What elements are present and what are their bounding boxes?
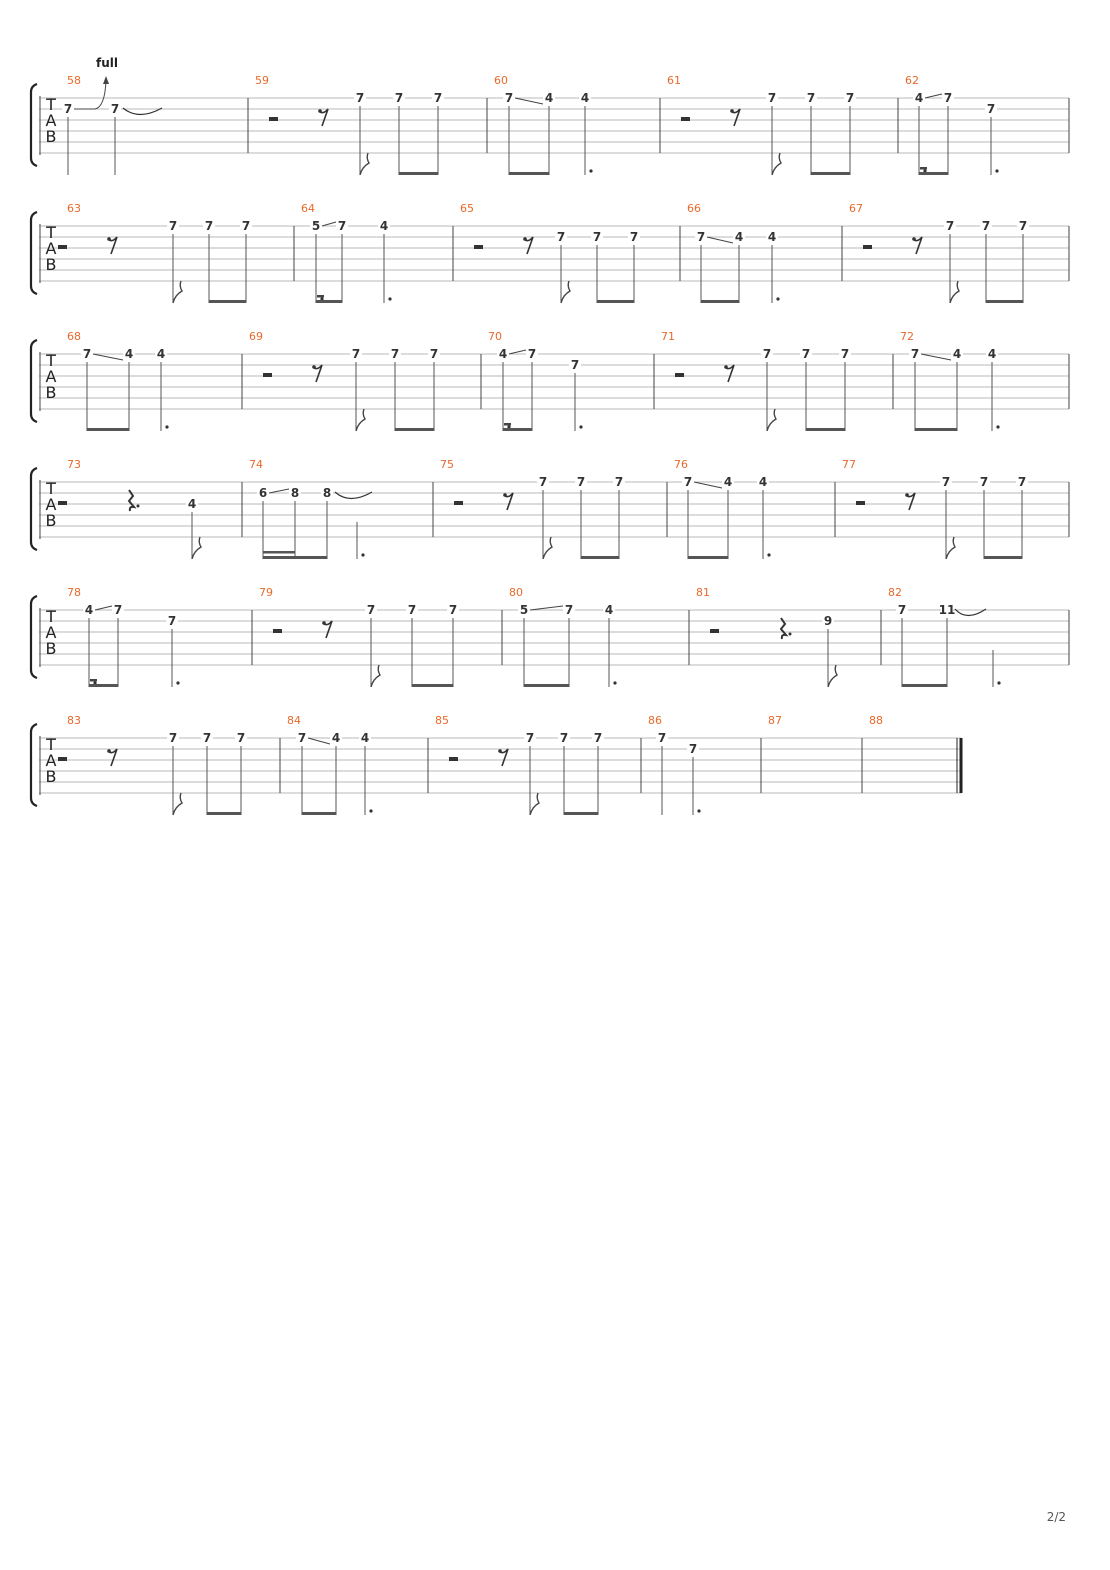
fret-number: 7: [168, 731, 178, 745]
fret-number: 7: [433, 91, 443, 105]
fret-number: 7: [355, 91, 365, 105]
fret-number: 7: [504, 91, 514, 105]
tab-clef-letter: A: [45, 751, 57, 770]
measure-number: 60: [494, 74, 508, 87]
eighth-flag: [173, 281, 182, 303]
measure: [259, 586, 459, 687]
beam: [581, 556, 619, 559]
tab-system: [31, 714, 961, 815]
fret-number: 7: [696, 230, 706, 244]
fret-number: 7: [576, 475, 586, 489]
eighth-flag: [356, 409, 365, 431]
rhythm-dot: [997, 681, 1000, 684]
half-rest: [263, 373, 272, 377]
rhythm-dot: [776, 297, 779, 300]
measure: [667, 74, 856, 175]
fret-number: 7: [629, 230, 639, 244]
measure: [249, 330, 440, 431]
measure-number: 80: [509, 586, 523, 599]
fret-number: 7: [943, 91, 953, 105]
fret-number: 4: [604, 603, 614, 617]
measure-number: 75: [440, 458, 454, 471]
measure-number: 77: [842, 458, 856, 471]
eighth-rest-head: [523, 237, 527, 241]
grace-beam: [920, 167, 927, 170]
measure: [869, 714, 883, 727]
system-bracket: [31, 340, 37, 422]
eighth-flag: [561, 281, 570, 303]
fret-number: 7: [806, 91, 816, 105]
fret-number: 7: [941, 475, 951, 489]
half-rest: [474, 245, 483, 249]
measure: [67, 330, 169, 431]
fret-number: 7: [614, 475, 624, 489]
fret-number: 7: [82, 347, 92, 361]
eighth-rest-head: [498, 749, 502, 753]
eighth-rest-head: [107, 237, 111, 241]
measure: [249, 458, 372, 559]
measure-number: 68: [67, 330, 81, 343]
half-rest: [863, 245, 872, 249]
fret-number: 7: [657, 731, 667, 745]
fret-number: 8: [322, 486, 332, 500]
fret-number: 7: [897, 603, 907, 617]
fret-number: 7: [559, 731, 569, 745]
tab-clef-letter: T: [46, 95, 56, 114]
measure: [661, 330, 851, 431]
fret-number: 7: [593, 731, 603, 745]
measure-number: 63: [67, 202, 81, 215]
measure: [440, 458, 625, 559]
measure-number: 73: [67, 458, 81, 471]
slide-line: [694, 482, 722, 488]
half-rest: [58, 245, 67, 249]
measure: [255, 74, 444, 175]
fret-number: 11: [938, 603, 956, 617]
fret-number: 7: [527, 347, 537, 361]
measure-number: 64: [301, 202, 315, 215]
fret-number: 7: [570, 358, 580, 372]
beam: [915, 428, 957, 431]
measure: [58, 202, 252, 303]
measure: [435, 714, 604, 815]
fret-number: 7: [910, 347, 920, 361]
beam: [395, 428, 434, 431]
slide-line: [515, 98, 543, 104]
half-rest: [681, 117, 690, 121]
beam: [302, 812, 336, 815]
fret-number: 9: [823, 614, 833, 628]
fret-number: 7: [767, 91, 777, 105]
eighth-rest-head: [503, 493, 507, 497]
fret-number: 7: [337, 219, 347, 233]
rhythm-dot: [165, 425, 168, 428]
half-rest: [710, 629, 719, 633]
measure-number: 65: [460, 202, 474, 215]
beam: [688, 556, 728, 559]
fret-number: 4: [914, 91, 924, 105]
rhythm-dot: [697, 809, 700, 812]
measure-number: 81: [696, 586, 710, 599]
fret-number: 4: [758, 475, 768, 489]
measure: [301, 202, 392, 303]
measure: [687, 202, 780, 303]
measure-number: 85: [435, 714, 449, 727]
fret-number: 6: [258, 486, 268, 500]
eighth-flag: [530, 793, 539, 815]
eighth-rest-head: [905, 493, 909, 497]
eighth-flag: [828, 665, 837, 687]
fret-number: 4: [331, 731, 341, 745]
eighth-flag: [360, 153, 369, 175]
slide-line: [269, 489, 289, 493]
tab-system: [31, 330, 1069, 431]
page-number: 2/2: [1046, 1510, 1066, 1524]
beam: [701, 300, 739, 303]
measure: [648, 714, 701, 815]
fret-number: 4: [544, 91, 554, 105]
fret-number: 7: [986, 102, 996, 116]
beam: [263, 556, 327, 559]
tab-clef-letter: B: [45, 767, 57, 786]
fret-number: 8: [290, 486, 300, 500]
tab-clef-letter: A: [45, 239, 57, 258]
measure-number: 83: [67, 714, 81, 727]
measure-number: 87: [768, 714, 782, 727]
eighth-rest-head: [312, 365, 316, 369]
system-bracket: [31, 84, 37, 166]
measure: [696, 586, 837, 687]
tab-clef-letter: A: [45, 367, 57, 386]
beam: [806, 428, 845, 431]
half-rest: [454, 501, 463, 505]
beam: [509, 172, 549, 175]
beam: [89, 684, 118, 687]
rhythm-dot: [361, 553, 364, 556]
rhythm-dot: [996, 425, 999, 428]
fret-number: 7: [366, 603, 376, 617]
fret-number: 7: [168, 219, 178, 233]
fret-number: 7: [801, 347, 811, 361]
fret-number: 7: [351, 347, 361, 361]
fret-number: 4: [156, 347, 166, 361]
beam: [87, 428, 129, 431]
measure-number: 61: [667, 74, 681, 87]
beam: [524, 684, 569, 687]
measure: [488, 330, 583, 431]
fret-number: 7: [241, 219, 251, 233]
beam: [207, 812, 241, 815]
half-rest: [675, 373, 684, 377]
bend-arrowhead: [103, 76, 109, 84]
rhythm-dot: [388, 297, 391, 300]
tab-clef-letter: A: [45, 111, 57, 130]
grace-beam: [317, 295, 324, 298]
beam: [986, 300, 1023, 303]
fret-number: 4: [987, 347, 997, 361]
eighth-rest-head: [318, 109, 322, 113]
slide-line: [530, 606, 563, 610]
eighth-flag: [772, 153, 781, 175]
sixteenth-beam: [263, 551, 295, 554]
measure: [674, 458, 771, 559]
tab-clef-letter: B: [45, 127, 57, 146]
grace-beam: [504, 423, 511, 426]
fret-number: 7: [525, 731, 535, 745]
rhythm-dot: [579, 425, 582, 428]
fret-number: 7: [407, 603, 417, 617]
tab-system: [31, 586, 1069, 687]
measure-number: 58: [67, 74, 81, 87]
rhythm-dot: [369, 809, 372, 812]
slide-line: [308, 738, 330, 744]
fret-number: 4: [723, 475, 733, 489]
rhythm-dot: [176, 681, 179, 684]
fret-number: 7: [981, 219, 991, 233]
half-rest: [856, 501, 865, 505]
tab-clef-letter: A: [45, 495, 57, 514]
fret-number: 7: [110, 102, 120, 116]
fret-number: 5: [519, 603, 529, 617]
measure: [287, 714, 373, 815]
eighth-rest-head: [322, 621, 326, 625]
fret-number: 7: [204, 219, 214, 233]
rest-dot: [789, 633, 792, 636]
fret-number: 5: [311, 219, 321, 233]
fret-number: 7: [683, 475, 693, 489]
measure: [849, 202, 1029, 303]
measure: [67, 586, 180, 687]
beam: [209, 300, 246, 303]
eighth-flag: [543, 537, 552, 559]
tab-system: [31, 56, 1069, 175]
half-rest: [449, 757, 458, 761]
slide-line: [93, 354, 123, 360]
tab-clef-letter: T: [46, 607, 56, 626]
slide-line: [509, 350, 526, 354]
fret-number: 4: [952, 347, 962, 361]
fret-number: 7: [429, 347, 439, 361]
eighth-rest-head: [107, 749, 111, 753]
measure-number: 79: [259, 586, 273, 599]
eighth-rest-head: [730, 109, 734, 113]
eighth-flag: [371, 665, 380, 687]
fret-number: 7: [592, 230, 602, 244]
tab-clef-letter: T: [46, 223, 56, 242]
slide-line: [322, 222, 336, 226]
fret-number: 7: [945, 219, 955, 233]
beam: [564, 812, 598, 815]
fret-number: 7: [448, 603, 458, 617]
measure: [905, 74, 999, 175]
tab-system: [31, 458, 1069, 559]
slide-line: [95, 606, 112, 610]
fret-number: 4: [360, 731, 370, 745]
half-rest: [269, 117, 278, 121]
beam: [597, 300, 634, 303]
eighth-flag: [192, 537, 201, 559]
tab-clef-letter: B: [45, 255, 57, 274]
fret-number: 7: [840, 347, 850, 361]
measure-number: 88: [869, 714, 883, 727]
fret-number: 4: [734, 230, 744, 244]
beam: [412, 684, 453, 687]
measure: [460, 202, 640, 303]
slide-line: [707, 237, 733, 243]
measure-number: 71: [661, 330, 675, 343]
beam: [399, 172, 438, 175]
rhythm-dot: [589, 169, 592, 172]
eighth-flag: [950, 281, 959, 303]
fret-number: 4: [84, 603, 94, 617]
measure: [509, 586, 617, 687]
measure-number: 76: [674, 458, 688, 471]
half-rest: [58, 757, 67, 761]
half-rest: [58, 501, 67, 505]
measure-number: 72: [900, 330, 914, 343]
tab-clef-letter: B: [45, 639, 57, 658]
slide-line: [925, 94, 942, 98]
measure-number: 74: [249, 458, 263, 471]
tab-clef-letter: B: [45, 511, 57, 530]
rhythm-dot: [767, 553, 770, 556]
rhythm-dot: [995, 169, 998, 172]
tab-clef-letter: T: [46, 351, 56, 370]
measure-number: 62: [905, 74, 919, 87]
measure-number: 78: [67, 586, 81, 599]
fret-number: 7: [202, 731, 212, 745]
beam: [919, 172, 948, 175]
tab-system: [31, 202, 1069, 303]
fret-number: 7: [297, 731, 307, 745]
measure: [768, 714, 782, 727]
system-bracket: [31, 596, 37, 678]
grace-beam: [90, 679, 97, 682]
fret-number: 7: [845, 91, 855, 105]
measure: [842, 458, 1028, 559]
beam: [902, 684, 947, 687]
eighth-flag: [946, 537, 955, 559]
fret-number: 7: [394, 91, 404, 105]
beam: [316, 300, 342, 303]
fret-number: 4: [580, 91, 590, 105]
measure-number: 86: [648, 714, 662, 727]
measure-number: 67: [849, 202, 863, 215]
fret-number: 7: [979, 475, 989, 489]
fret-number: 7: [1017, 475, 1027, 489]
fret-number: 7: [236, 731, 246, 745]
rest-dot: [137, 505, 140, 508]
tab-clef-letter: T: [46, 479, 56, 498]
fret-number: 7: [63, 102, 73, 116]
measure-number: 70: [488, 330, 502, 343]
half-rest: [273, 629, 282, 633]
beam: [503, 428, 532, 431]
fret-number: 7: [762, 347, 772, 361]
measure: [58, 714, 247, 815]
fret-number: 7: [113, 603, 123, 617]
fret-number: 7: [688, 742, 698, 756]
measure-number: 69: [249, 330, 263, 343]
fret-number: 7: [1018, 219, 1028, 233]
measure-number: 66: [687, 202, 701, 215]
system-bracket: [31, 724, 37, 806]
fret-number: 4: [124, 347, 134, 361]
beam: [811, 172, 850, 175]
eighth-flag: [767, 409, 776, 431]
eighth-rest-head: [724, 365, 728, 369]
tab-clef-letter: B: [45, 383, 57, 402]
bend-label: full: [96, 56, 118, 70]
measure-number: 82: [888, 586, 902, 599]
fret-number: 4: [187, 497, 197, 511]
measure-number: 59: [255, 74, 269, 87]
beam: [984, 556, 1022, 559]
fret-number: 4: [379, 219, 389, 233]
rhythm-dot: [613, 681, 616, 684]
fret-number: 4: [498, 347, 508, 361]
measure: [900, 330, 1000, 431]
measure: [888, 586, 1001, 687]
fret-number: 7: [167, 614, 177, 628]
tab-clef-letter: T: [46, 735, 56, 754]
eighth-flag: [173, 793, 182, 815]
fret-number: 7: [390, 347, 400, 361]
measure: [62, 56, 162, 175]
tab-clef-letter: A: [45, 623, 57, 642]
system-bracket: [31, 468, 37, 550]
fret-number: 7: [538, 475, 548, 489]
eighth-rest-head: [912, 237, 916, 241]
measure-number: 84: [287, 714, 301, 727]
slide-line: [921, 354, 951, 360]
fret-number: 4: [767, 230, 777, 244]
fret-number: 7: [556, 230, 566, 244]
measure: [58, 458, 201, 559]
measure: [494, 74, 593, 175]
system-bracket: [31, 212, 37, 294]
fret-number: 7: [564, 603, 574, 617]
